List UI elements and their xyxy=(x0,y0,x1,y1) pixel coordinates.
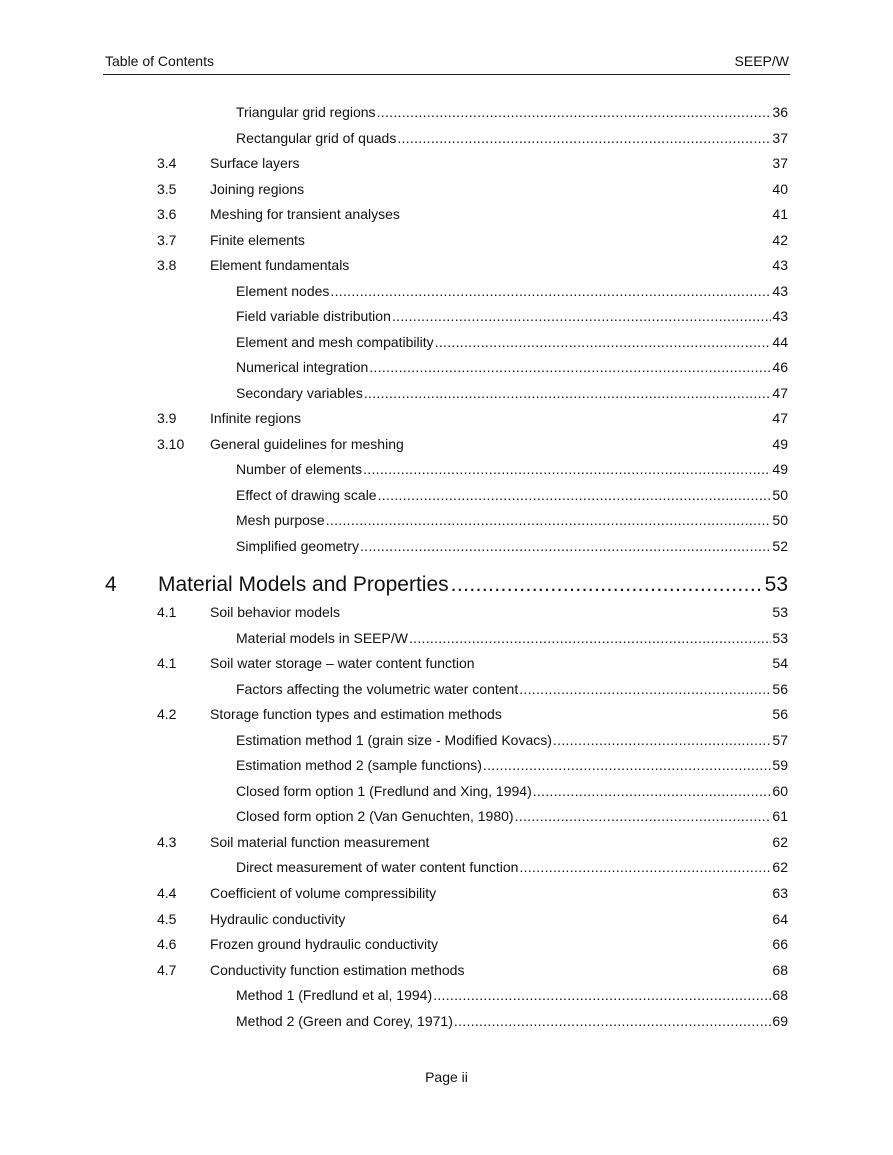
toc-section[interactable] xyxy=(0,960,893,980)
dot-leader xyxy=(378,485,772,505)
running-header-title: Table of Contents xyxy=(105,53,214,69)
toc-subentry[interactable] xyxy=(236,332,788,352)
toc-subentry[interactable] xyxy=(236,281,788,301)
dot-leader xyxy=(519,679,771,699)
toc-section-page: 53 xyxy=(772,604,788,620)
toc-section-page: 68 xyxy=(772,962,788,978)
toc-section-title: Storage function types and estimation methods xyxy=(210,706,502,722)
toc-entry-title: Triangular grid regions xyxy=(236,104,376,120)
dot-leader xyxy=(533,781,772,801)
toc-section-title: General guidelines for meshing xyxy=(210,436,404,452)
toc-subentry[interactable] xyxy=(236,485,788,505)
dot-leader xyxy=(435,332,772,352)
toc-section-title: Soil material function measurement xyxy=(210,834,430,850)
toc-entry-title: Closed form option 1 (Fredlund and Xing, 1994) xyxy=(236,783,532,799)
toc-entry-page: 43 xyxy=(772,283,788,299)
toc-entry-page: 46 xyxy=(772,359,788,375)
toc-section[interactable] xyxy=(0,255,893,275)
toc-subentry[interactable] xyxy=(236,102,788,122)
toc-section-page: 43 xyxy=(772,257,788,273)
toc-section[interactable] xyxy=(0,653,893,673)
toc-chapter-page: 53 xyxy=(764,573,788,596)
toc-section[interactable] xyxy=(0,204,893,224)
toc-entry-page: 37 xyxy=(772,130,788,146)
dot-leader xyxy=(377,102,772,122)
toc-entry-title: Material models in SEEP/W xyxy=(236,630,408,646)
dot-leader xyxy=(363,459,771,479)
toc-entry-title: Number of elements xyxy=(236,461,363,477)
toc-section-page: 41 xyxy=(772,206,788,222)
toc-entry-page: 61 xyxy=(772,808,788,824)
toc-section[interactable] xyxy=(0,153,893,173)
toc-entry-title: Estimation method 2 (sample functions) xyxy=(236,757,482,773)
toc-section-number: 3.4 xyxy=(157,155,177,171)
toc-section-title: Conductivity function estimation methods xyxy=(210,962,465,978)
toc-section-page: 49 xyxy=(772,436,788,452)
toc-chapter-title: Material Models and Properties xyxy=(158,573,449,596)
page-number: Page ii xyxy=(425,1069,468,1085)
toc-chapter-number: 4 xyxy=(105,573,117,596)
toc-entry-page: 50 xyxy=(772,487,788,503)
dot-leader xyxy=(515,806,772,826)
toc-entry-title: Simplified geometry xyxy=(236,538,359,554)
dot-leader xyxy=(369,357,771,377)
toc-section[interactable] xyxy=(0,934,893,954)
toc-subentry[interactable] xyxy=(236,806,788,826)
toc-chapter-line xyxy=(158,570,788,600)
toc-section-title: Frozen ground hydraulic conductivity xyxy=(210,936,439,952)
toc-section-page: 54 xyxy=(772,655,788,671)
toc-section-number: 4.1 xyxy=(157,655,177,671)
toc-section-number: 3.7 xyxy=(157,232,177,248)
toc-section[interactable] xyxy=(0,230,893,250)
toc-section-number: 3.10 xyxy=(157,436,185,452)
toc-section-page: 62 xyxy=(772,834,788,850)
toc-entry-page: 69 xyxy=(772,1013,788,1029)
toc-section-number: 3.5 xyxy=(157,181,177,197)
toc-entry-page: 49 xyxy=(772,461,788,477)
toc-entry-page: 52 xyxy=(772,538,788,554)
toc-subentry[interactable] xyxy=(236,510,788,530)
toc-chapter[interactable] xyxy=(0,570,893,600)
toc-section[interactable] xyxy=(0,832,893,852)
toc-section[interactable] xyxy=(0,704,893,724)
toc-entry-title: Direct measurement of water content function xyxy=(236,859,519,875)
toc-subentry[interactable] xyxy=(236,679,788,699)
toc-section-title: Finite elements xyxy=(210,232,305,248)
toc-entry-title: Numerical integration xyxy=(236,359,369,375)
toc-section-title: Infinite regions xyxy=(210,410,302,426)
dot-leader xyxy=(360,536,771,556)
toc-entry-page: 68 xyxy=(772,987,788,1003)
toc-section[interactable] xyxy=(0,909,893,929)
toc-section-title: Joining regions xyxy=(210,181,305,197)
dot-leader xyxy=(553,730,772,750)
toc-subentry[interactable] xyxy=(236,730,788,750)
toc-entry-page: 43 xyxy=(772,308,788,324)
toc-entry-page: 44 xyxy=(772,334,788,350)
dot-leader xyxy=(451,570,763,600)
running-header-product: SEEP/W xyxy=(734,53,789,69)
dot-leader xyxy=(409,628,771,648)
toc-entry-page: 56 xyxy=(772,681,788,697)
toc-section-number: 4.5 xyxy=(157,911,177,927)
toc-section-title: Meshing for transient analyses xyxy=(210,206,400,222)
toc-entry-title: Element and mesh compatibility xyxy=(236,334,434,350)
toc-section[interactable] xyxy=(0,408,893,428)
dot-leader xyxy=(392,306,772,326)
toc-subentry[interactable] xyxy=(236,306,788,326)
toc-section-title: Coefficient of volume compressibility xyxy=(210,885,437,901)
toc-section-title: Element fundamentals xyxy=(210,257,350,273)
toc-subentry[interactable] xyxy=(236,357,788,377)
toc-entry-title: Effect of drawing scale xyxy=(236,487,377,503)
toc-entry-title: Field variable distribution xyxy=(236,308,391,324)
toc-section-page: 56 xyxy=(772,706,788,722)
toc-section-page: 42 xyxy=(772,232,788,248)
toc-subentry[interactable] xyxy=(236,985,788,1005)
toc-section-number: 3.8 xyxy=(157,257,177,273)
toc-entry-page: 57 xyxy=(772,732,788,748)
toc-section-number: 3.9 xyxy=(157,410,177,426)
toc-entry-title: Rectangular grid of quads xyxy=(236,130,397,146)
toc-section-number: 4.6 xyxy=(157,936,177,952)
toc-section-page: 64 xyxy=(772,911,788,927)
toc-section-number: 4.2 xyxy=(157,706,177,722)
toc-section-title: Hydraulic conductivity xyxy=(210,911,346,927)
toc-subentry[interactable] xyxy=(236,536,788,556)
toc-entry-title: Secondary variables xyxy=(236,385,363,401)
toc-section-title: Surface layers xyxy=(210,155,300,171)
dot-leader xyxy=(364,383,772,403)
toc-subentry[interactable] xyxy=(236,383,788,403)
dot-leader xyxy=(454,1011,772,1031)
toc-section-page: 47 xyxy=(772,410,788,426)
toc-entry-page: 62 xyxy=(772,859,788,875)
toc-entry-title: Method 2 (Green and Corey, 1971) xyxy=(236,1013,453,1029)
toc-section-number: 4.4 xyxy=(157,885,177,901)
toc-subentry[interactable] xyxy=(236,781,788,801)
toc-entry-title: Closed form option 2 (Van Genuchten, 1980) xyxy=(236,808,514,824)
dot-leader xyxy=(326,510,772,530)
toc-subentry[interactable] xyxy=(236,459,788,479)
toc-section[interactable] xyxy=(0,179,893,199)
dot-leader xyxy=(330,281,771,301)
toc-section-number: 4.1 xyxy=(157,604,177,620)
toc-entry-page: 60 xyxy=(772,783,788,799)
toc-section-number: 3.6 xyxy=(157,206,177,222)
dot-leader xyxy=(397,128,771,148)
dot-leader xyxy=(483,755,772,775)
toc-section-page: 37 xyxy=(772,155,788,171)
toc-entry-page: 36 xyxy=(772,104,788,120)
toc-section[interactable] xyxy=(0,434,893,454)
dot-leader xyxy=(433,985,771,1005)
toc-section-number: 4.7 xyxy=(157,962,177,978)
toc-subentry[interactable] xyxy=(236,755,788,775)
toc-subentry[interactable] xyxy=(236,128,788,148)
toc-section[interactable] xyxy=(0,883,893,903)
toc-section-title: Soil water storage – water content function xyxy=(210,655,475,671)
toc-section-page: 66 xyxy=(772,936,788,952)
toc-entry-page: 50 xyxy=(772,512,788,528)
toc-section-number: 4.3 xyxy=(157,834,177,850)
toc-entry-title: Method 1 (Fredlund et al, 1994) xyxy=(236,987,433,1003)
dot-leader xyxy=(519,857,771,877)
toc-subentry[interactable] xyxy=(236,628,788,648)
toc-section[interactable] xyxy=(0,602,893,622)
toc-entry-page: 53 xyxy=(772,630,788,646)
toc-entry-page: 47 xyxy=(772,385,788,401)
toc-entry-title: Estimation method 1 (grain size - Modified Kovacs) xyxy=(236,732,552,748)
toc-section-page: 40 xyxy=(772,181,788,197)
toc-section-title: Soil behavior models xyxy=(210,604,340,620)
toc-subentry[interactable] xyxy=(236,857,788,877)
toc-subentry[interactable] xyxy=(236,1011,788,1031)
toc-entry-title: Factors affecting the volumetric water content xyxy=(236,681,519,697)
toc-section-page: 63 xyxy=(772,885,788,901)
toc-entry-title: Mesh purpose xyxy=(236,512,325,528)
toc-entry-page: 59 xyxy=(772,757,788,773)
toc-entry-title: Element nodes xyxy=(236,283,330,299)
